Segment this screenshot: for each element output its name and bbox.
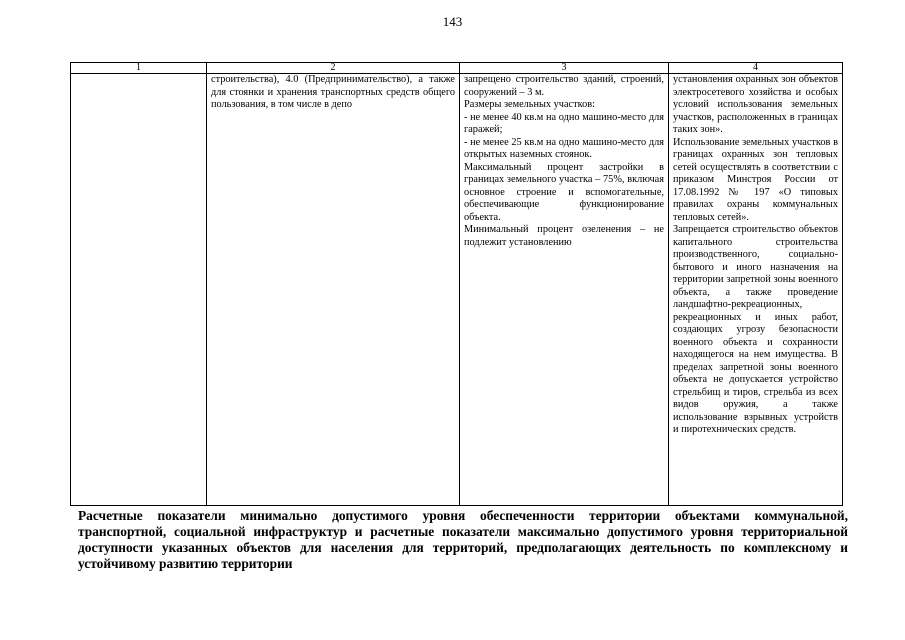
column-header-2: 2 <box>207 63 460 74</box>
column-header-3: 3 <box>460 63 669 74</box>
table-header-row <box>71 63 843 74</box>
cell-col3 <box>460 74 669 506</box>
regulations-table <box>70 62 843 506</box>
cell-col4 <box>669 74 843 506</box>
section-title: Расчетные показатели минимально допустимого уровня обеспеченности территории объектами коммунальной, транспортной, социальной инфраструктур и расчетные показатели максимально допустимого уровня территориальной доступности указанных объектов для населения для территорий, предполагающих деятельность по комплексному и устойчивому развитию территории <box>78 508 848 571</box>
cell-col2 <box>207 74 460 506</box>
cell-col2-text: строительства), 4.0 (Предпринимательство), а также для стоянки и хранения транспортных средств общего пользования, в том числе в депо <box>211 74 455 110</box>
column-header-1: 1 <box>71 63 207 74</box>
cell-col1 <box>71 74 207 506</box>
page-number: 143 <box>442 14 463 29</box>
cell-col3-para-4: - не менее 25 кв.м на одно машино-место для открытых наземных стоянок. <box>464 136 664 160</box>
cell-col3-para-3: - не менее 40 кв.м на одно машино-место для гаражей; <box>464 111 664 135</box>
cell-col3-para-2: Размеры земельных участков: <box>464 99 595 110</box>
cell-col4-para-2: Использование земельных участков в границах охранных зон тепловых сетей осуществлять в соответствии с приказом Минстроя России от 17.08.1992 № 197 «О типовых правилах охраны коммунальных тепловых сетей». <box>673 136 838 223</box>
cell-col3-para-1: запрещено строительство зданий, строений, сооружений – 3 м. <box>464 74 664 98</box>
column-header-4: 4 <box>669 63 843 74</box>
cell-col4-para-3: Запрещается строительство объектов капитального строительства производственного, социально-бытового и иного назначения на территории запретной зоны военного объекта, а также проведение ландшафтно-рекреационных, рекреационных и иных работ, создающих угрозу безопасности военного объекта и сохранности находящегося на нем имущества. В пределах запретной зоны военного объекта не допускается устройство стрельбищ и тиров, стрельба из всех видов оружия, а также использование взрывных устройств и пиротехнических средств. <box>673 224 838 435</box>
cell-col3-para-6: Минимальный процент озеленения – не подлежит установлению <box>464 224 664 248</box>
cell-col3-para-5: Максимальный процент застройки в границах земельного участка – 75%, включая основное строение и вспомогательные, обеспечивающие функционирование объекта. <box>464 161 664 223</box>
table-row <box>71 74 843 506</box>
cell-col4-para-1: установления охранных зон объектов электросетевого хозяйства и особых условий использования земельных участков, расположенных в границах таких зон». <box>673 74 838 135</box>
